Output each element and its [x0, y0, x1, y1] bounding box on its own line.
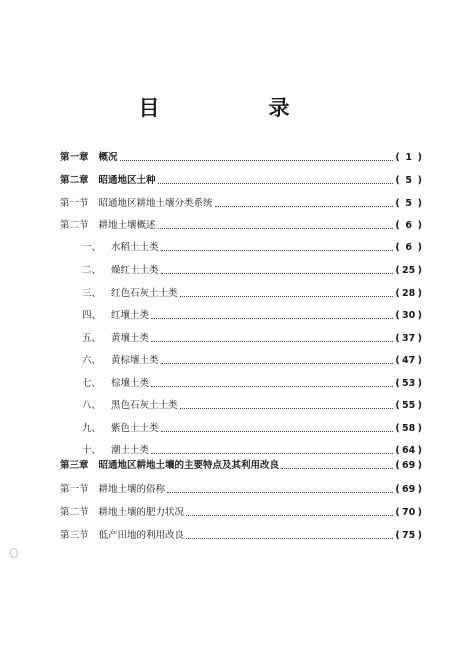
toc-entry-label	[60, 400, 178, 412]
dot-leader	[151, 318, 393, 319]
toc-page-number: ( 30 )	[395, 310, 422, 321]
toc-entry-label	[60, 265, 159, 277]
toc-entry-text: 概况	[98, 152, 118, 163]
toc-entry-section	[60, 194, 422, 210]
dot-leader	[180, 408, 394, 409]
toc-entry-section	[60, 480, 422, 496]
toc-entry-number: 一、	[82, 242, 102, 253]
toc-entry-label	[60, 288, 178, 300]
toc-entry-label	[60, 198, 213, 210]
toc-entry-sub	[60, 306, 422, 322]
toc-entry-number: 十、	[82, 445, 102, 456]
toc-entry-text: 昭通地区耕地土壤的主要特点及其利用改良	[98, 460, 280, 471]
toc-entry-text: 黄壤土类	[111, 333, 150, 344]
page-title: 目 录	[138, 95, 334, 120]
toc-entry-sub	[60, 351, 422, 367]
dot-leader	[281, 468, 393, 469]
toc-entry-number: 第三节	[60, 530, 89, 541]
dot-leader	[151, 453, 393, 454]
toc-entry-label	[60, 423, 159, 435]
toc-entry-number: 二、	[82, 265, 102, 276]
dot-leader	[158, 228, 394, 229]
toc-entry-text: 燥红土土类	[111, 265, 159, 276]
toc-entry-text: 黑色石灰土土类	[111, 400, 178, 411]
toc-entry-label	[60, 175, 156, 187]
toc-entry-number: 第二章	[60, 175, 89, 186]
toc-entry-text: 低产田地的利用改良	[98, 530, 185, 541]
toc-page-number: ( 5 )	[395, 198, 422, 209]
toc-entry-label	[60, 460, 279, 472]
dot-leader	[215, 206, 394, 207]
toc-entry-label	[60, 333, 149, 345]
toc-entry-text: 红壤土类	[111, 310, 150, 321]
toc-entry-text: 潮土土类	[111, 445, 150, 456]
toc-entry-chapter	[60, 456, 422, 472]
dot-leader	[120, 160, 394, 161]
dot-leader	[161, 250, 394, 251]
toc-entry-text: 棕壤土类	[111, 378, 150, 389]
toc-page-number: ( 25 )	[395, 265, 422, 276]
dot-leader	[161, 363, 394, 364]
toc-entry-sub	[60, 329, 422, 345]
toc-entry-number: 四、	[82, 310, 102, 321]
toc-page-number: ( 47 )	[395, 355, 422, 366]
toc-entry-sub	[60, 419, 422, 435]
dot-leader	[167, 492, 393, 493]
toc-page-number: ( 69 )	[395, 484, 422, 495]
toc-entry-label	[60, 355, 159, 367]
toc-entry-number: 第一节	[60, 198, 89, 209]
toc-entry-text: 水稻土土类	[111, 242, 159, 253]
toc-entry-sub	[60, 396, 422, 412]
toc-page-number: ( 1 )	[395, 152, 422, 163]
toc-entry-number: 五、	[82, 333, 102, 344]
dot-leader	[161, 431, 394, 432]
toc-entry-number: 九、	[82, 423, 102, 434]
toc-entry-label	[60, 484, 165, 496]
toc-entry-number: 第二节	[60, 220, 89, 231]
dot-leader	[186, 515, 393, 516]
toc-page-number: ( 6 )	[395, 220, 422, 231]
punch-hole-mark	[10, 548, 18, 558]
toc-page-number: ( 69 )	[395, 460, 422, 471]
toc-entry-chapter	[60, 171, 422, 187]
toc-entry-text: 耕地土壤的俗称	[98, 484, 166, 495]
toc-entry-label	[60, 220, 156, 232]
toc-entry-section	[60, 216, 422, 232]
dot-leader	[180, 296, 394, 297]
toc-page-number: ( 53 )	[395, 378, 422, 389]
toc-entry-number: 七、	[82, 378, 102, 389]
toc-page-number: ( 58 )	[395, 423, 422, 434]
toc-entry-text: 紫色土土类	[111, 423, 159, 434]
dot-leader	[161, 273, 394, 274]
toc-page-number: ( 55 )	[395, 400, 422, 411]
toc-entry-number: 三、	[82, 288, 102, 299]
toc-entry-label	[60, 242, 159, 254]
toc-entry-sub	[60, 284, 422, 300]
toc-page-number: ( 64 )	[395, 445, 422, 456]
toc-entry-sub	[60, 441, 422, 457]
toc-entry-number: 第三章	[60, 460, 89, 471]
toc-page-number: ( 6 )	[395, 242, 422, 253]
toc-entry-label	[60, 310, 149, 322]
toc-entry-label	[60, 507, 184, 519]
toc-entry-chapter	[60, 148, 422, 164]
toc-page-number: ( 70 )	[395, 507, 422, 518]
toc-entry-sub	[60, 238, 422, 254]
dot-leader	[186, 538, 393, 539]
toc-entry-text: 耕地土壤的肥力状况	[98, 507, 185, 518]
toc-entry-number: 第一章	[60, 152, 89, 163]
dot-leader	[151, 386, 393, 387]
toc-entry-sub	[60, 261, 422, 277]
toc-entry-number: 第二节	[60, 507, 89, 518]
toc-page-number: ( 5 )	[395, 175, 422, 186]
toc-entry-section	[60, 503, 422, 519]
toc-entry-label	[60, 530, 184, 542]
toc-entry-section	[60, 526, 422, 542]
toc-entry-text: 昭通地区土种	[98, 175, 156, 186]
toc-entry-text: 黄棕壤土类	[111, 355, 159, 366]
toc-page-number: ( 37 )	[395, 333, 422, 344]
toc-entry-number: 八、	[82, 400, 102, 411]
toc-entry-label	[60, 152, 118, 164]
toc-entry-text: 昭通地区耕地土壤分类系统	[98, 198, 213, 209]
toc-entry-text: 耕地土壤概述	[98, 220, 156, 231]
toc-page-number: ( 28 )	[395, 288, 422, 299]
toc-entry-sub	[60, 374, 422, 390]
toc-entry-text: 红色石灰土土类	[111, 288, 178, 299]
dot-leader	[158, 183, 394, 184]
toc-entry-label	[60, 378, 149, 390]
toc-page-number: ( 75 )	[395, 530, 422, 541]
toc-entry-number: 第一节	[60, 484, 89, 495]
toc-entry-number: 六、	[82, 355, 102, 366]
dot-leader	[151, 341, 393, 342]
